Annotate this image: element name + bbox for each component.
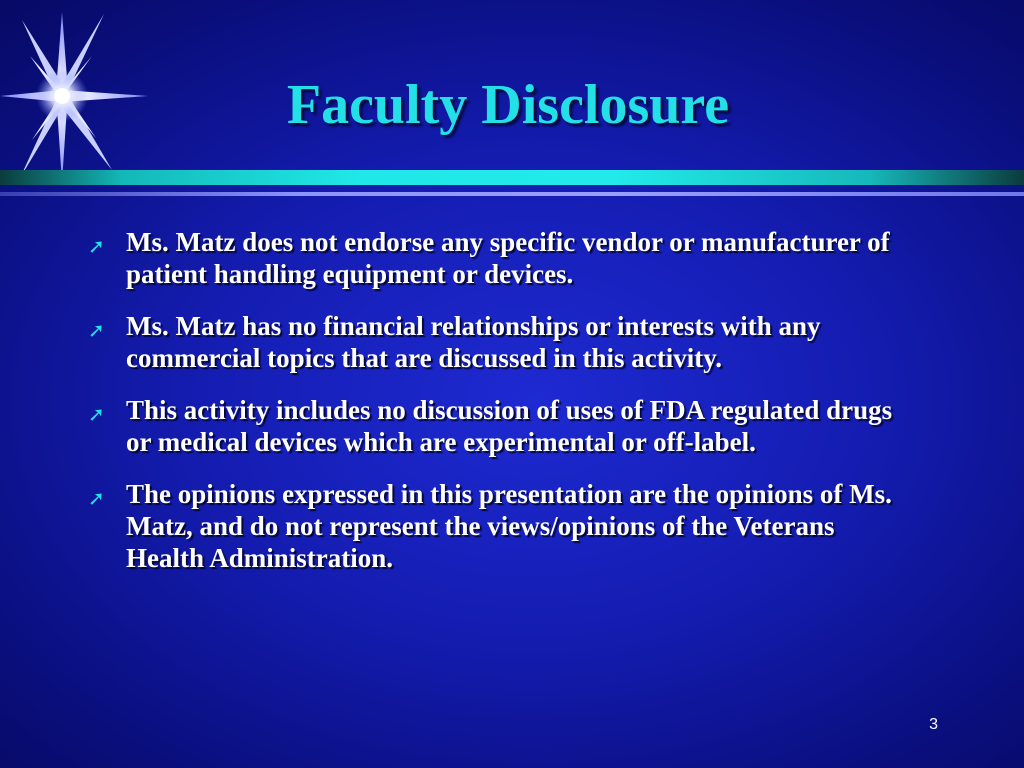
bullet-item [88,226,908,290]
title-divider [0,170,1024,185]
bullet-text: This activity includes no discussion of uses of FDA regulated drugs or medical devices which are experimental or off-label. [126,395,893,457]
bullet-item [88,478,908,574]
arrow-up-right-icon: ➚ [88,318,105,342]
arrow-up-right-icon: ➚ [88,402,105,426]
bullet-item [88,310,908,374]
arrow-up-right-icon: ➚ [88,486,105,510]
page-number: 3 [929,716,938,733]
bullet-text: The opinions expressed in this presentation are the opinions of Ms. Matz, and do not represent the views/opinions of the Veterans Health Administration. [126,479,892,573]
bullet-text: Ms. Matz has no financial relationships or interests with any commercial topics that are discussed in this activity. [126,311,821,373]
bullet-list [88,226,908,594]
title-divider-thin [0,192,1024,196]
arrow-up-right-icon: ➚ [88,234,105,258]
bullet-text: Ms. Matz does not endorse any specific vendor or manufacturer of patient handling equipment or devices. [126,227,890,289]
slide-title: Faculty Disclosure [286,74,730,136]
bullet-item [88,394,908,458]
